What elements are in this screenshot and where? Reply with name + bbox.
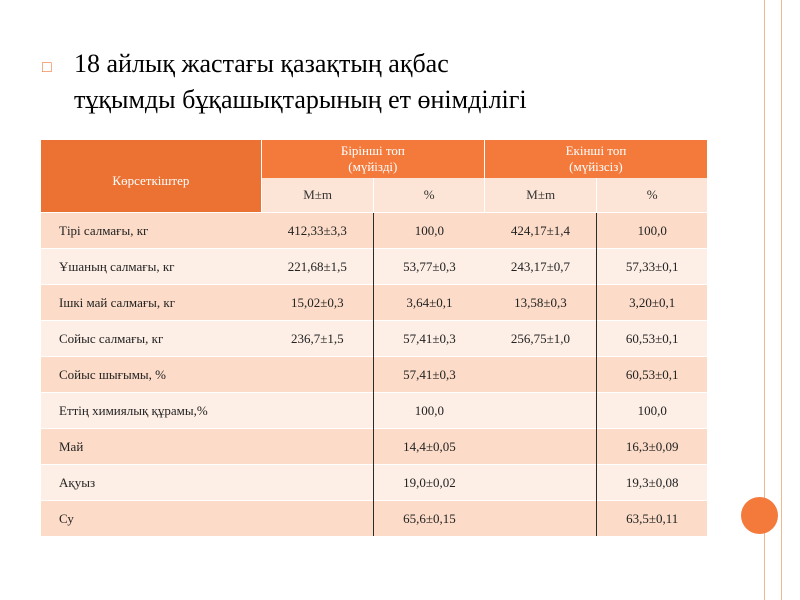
bullet-icon: □ bbox=[42, 59, 52, 76]
table-row bbox=[41, 393, 707, 429]
table-row bbox=[41, 357, 707, 393]
cell-pct-2: 100,0 bbox=[597, 213, 707, 249]
cell-mm-2: 424,17±1,4 bbox=[484, 213, 597, 249]
table-row bbox=[41, 501, 707, 537]
subheader-pct-2: % bbox=[597, 178, 707, 213]
group-header-2 bbox=[484, 140, 707, 178]
table-row bbox=[41, 213, 707, 249]
cell-mm-1: 236,7±1,5 bbox=[261, 321, 374, 357]
cell-mm-1 bbox=[261, 465, 374, 501]
cell-pct-1: 57,41±0,3 bbox=[374, 357, 485, 393]
cell-mm-2 bbox=[484, 393, 597, 429]
table-row bbox=[41, 321, 707, 357]
cell-mm-2 bbox=[484, 429, 597, 465]
cell-mm-2: 256,75±1,0 bbox=[484, 321, 597, 357]
cell-pct-1: 65,6±0,15 bbox=[374, 501, 485, 537]
cell-mm-2 bbox=[484, 465, 597, 501]
cell-pct-1: 100,0 bbox=[374, 393, 485, 429]
table-row bbox=[41, 465, 707, 501]
cell-pct-1: 53,77±0,3 bbox=[374, 249, 485, 285]
group-1-line-1: Бірінші топ bbox=[340, 143, 405, 158]
subheader-mm-1: M±m bbox=[261, 178, 374, 213]
row-label: Сойыс шығымы, % bbox=[41, 357, 261, 393]
cell-mm-1 bbox=[261, 501, 374, 537]
group-header-1 bbox=[261, 140, 484, 178]
group-2-line-2: (мүйізсіз) bbox=[569, 159, 623, 174]
row-label: Сойыс салмағы, кг bbox=[41, 321, 261, 357]
subheader-mm-2: M±m bbox=[484, 178, 597, 213]
cell-pct-1: 19,0±0,02 bbox=[374, 465, 485, 501]
cell-pct-1: 14,4±0,05 bbox=[374, 429, 485, 465]
cell-mm-1 bbox=[261, 357, 374, 393]
cell-mm-1: 221,68±1,5 bbox=[261, 249, 374, 285]
cell-mm-1: 15,02±0,3 bbox=[261, 285, 374, 321]
cell-pct-2: 19,3±0,08 bbox=[597, 465, 707, 501]
row-label: Ақуыз bbox=[41, 465, 261, 501]
row-label: Еттің химиялық құрамы,% bbox=[41, 393, 261, 429]
accent-circle-decoration bbox=[741, 497, 778, 534]
corner-header: Көрсеткіштер bbox=[41, 140, 261, 213]
title-line-2: тұқымды бұқашықтарының ет өнімділігі bbox=[74, 85, 527, 114]
cell-pct-2: 3,20±0,1 bbox=[597, 285, 707, 321]
table-row bbox=[41, 429, 707, 465]
row-label: Ішкі май салмағы, кг bbox=[41, 285, 261, 321]
cell-pct-1: 3,64±0,1 bbox=[374, 285, 485, 321]
frame-line-right bbox=[781, 0, 782, 600]
cell-mm-2: 243,17±0,7 bbox=[484, 249, 597, 285]
cell-pct-2: 63,5±0,11 bbox=[597, 501, 707, 537]
slide-title bbox=[42, 46, 742, 118]
cell-pct-2: 60,53±0,1 bbox=[597, 357, 707, 393]
row-label: Тірі салмағы, кг bbox=[41, 213, 261, 249]
cell-pct-1: 100,0 bbox=[374, 213, 485, 249]
group-2-line-1: Екінші топ bbox=[565, 143, 627, 158]
group-1-line-2: (мүйізді) bbox=[348, 159, 398, 174]
cell-pct-2: 57,33±0,1 bbox=[597, 249, 707, 285]
cell-pct-2: 16,3±0,09 bbox=[597, 429, 707, 465]
table-row bbox=[41, 285, 707, 321]
subheader-pct-1: % bbox=[374, 178, 485, 213]
row-label: Су bbox=[41, 501, 261, 537]
cell-mm-2: 13,58±0,3 bbox=[484, 285, 597, 321]
cell-pct-1: 57,41±0,3 bbox=[374, 321, 485, 357]
cell-pct-2: 100,0 bbox=[597, 393, 707, 429]
table-row bbox=[41, 249, 707, 285]
cell-pct-2: 60,53±0,1 bbox=[597, 321, 707, 357]
title-line-1: 18 айлық жастағы қазақтың ақбас bbox=[74, 49, 449, 78]
cell-mm-2 bbox=[484, 357, 597, 393]
row-label: Ұшаның салмағы, кг bbox=[41, 249, 261, 285]
cell-mm-1: 412,33±3,3 bbox=[261, 213, 374, 249]
meat-productivity-table bbox=[41, 140, 707, 536]
cell-mm-1 bbox=[261, 393, 374, 429]
cell-mm-2 bbox=[484, 501, 597, 537]
row-label: Май bbox=[41, 429, 261, 465]
cell-mm-1 bbox=[261, 429, 374, 465]
